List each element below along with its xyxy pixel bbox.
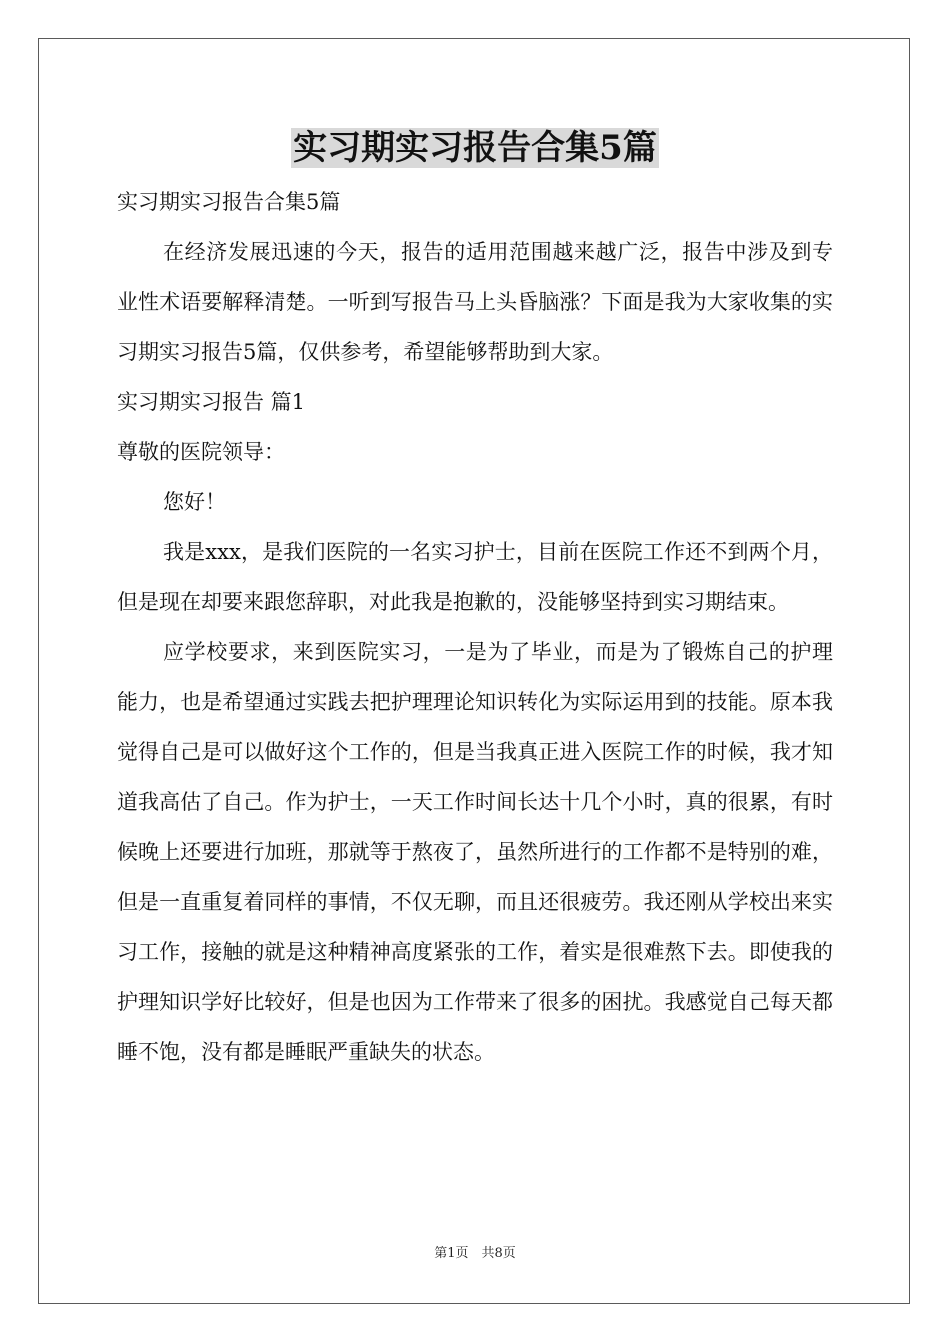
body-paragraph: 应学校要求，来到医院实习，一是为了毕业，而是为了锻炼自己的护理能力，也是希望通过实践去把护理理论知识转化为实际运用到的技能。原本我觉得自己是可以做好这个工作的，但是当我真正进入医院工作的时候，我才知道我高估了自己。作为护士，一天工作时间长达十几个小时，真的很累，有时候晚上还要进行加班，那就等于熬夜了，虽然所进行的工作都不是特别的难，但是一直重复着同样的事情，不仅无聊，而且还很疲劳。我还刚从学校出来实习工作，接触的就是这种精神高度紧张的工作，着实是很难熬下去。即使我的护理知识学好比较好，但是也因为工作带来了很多的困扰。我感觉自己每天都睡不饱，没有都是睡眠严重缺失的状态。 [117,640,833,1064]
intro-paragraph: 在经济发展迅速的今天，报告的适用范围越来越广泛，报告中涉及到专业性术语要解释清楚。一听到写报告马上头昏脑涨？下面是我为大家收集的实习期实习报告5篇，仅供参考，希望能够帮助到大家。 [117,240,833,364]
greeting: 您好！ [163,490,226,514]
subtitle-line: 实习期实习报告合集5篇 [117,190,341,214]
page-number: 第1页 共8页 [434,1246,516,1261]
page-footer [0,1245,950,1263]
document-title [0,126,950,170]
salutation: 尊敬的医院领导： [117,440,285,464]
body-paragraph: 我是xxx，是我们医院的一名实习护士，目前在医院工作还不到两个月，但是现在却要来跟您辞职，对此我是抱歉的，没能够坚持到实习期结束。 [117,540,833,614]
document-title-text: 实习期实习报告合集5篇 [293,128,657,168]
section-heading: 实习期实习报告 篇1 [117,390,306,414]
document-body [117,177,833,1077]
